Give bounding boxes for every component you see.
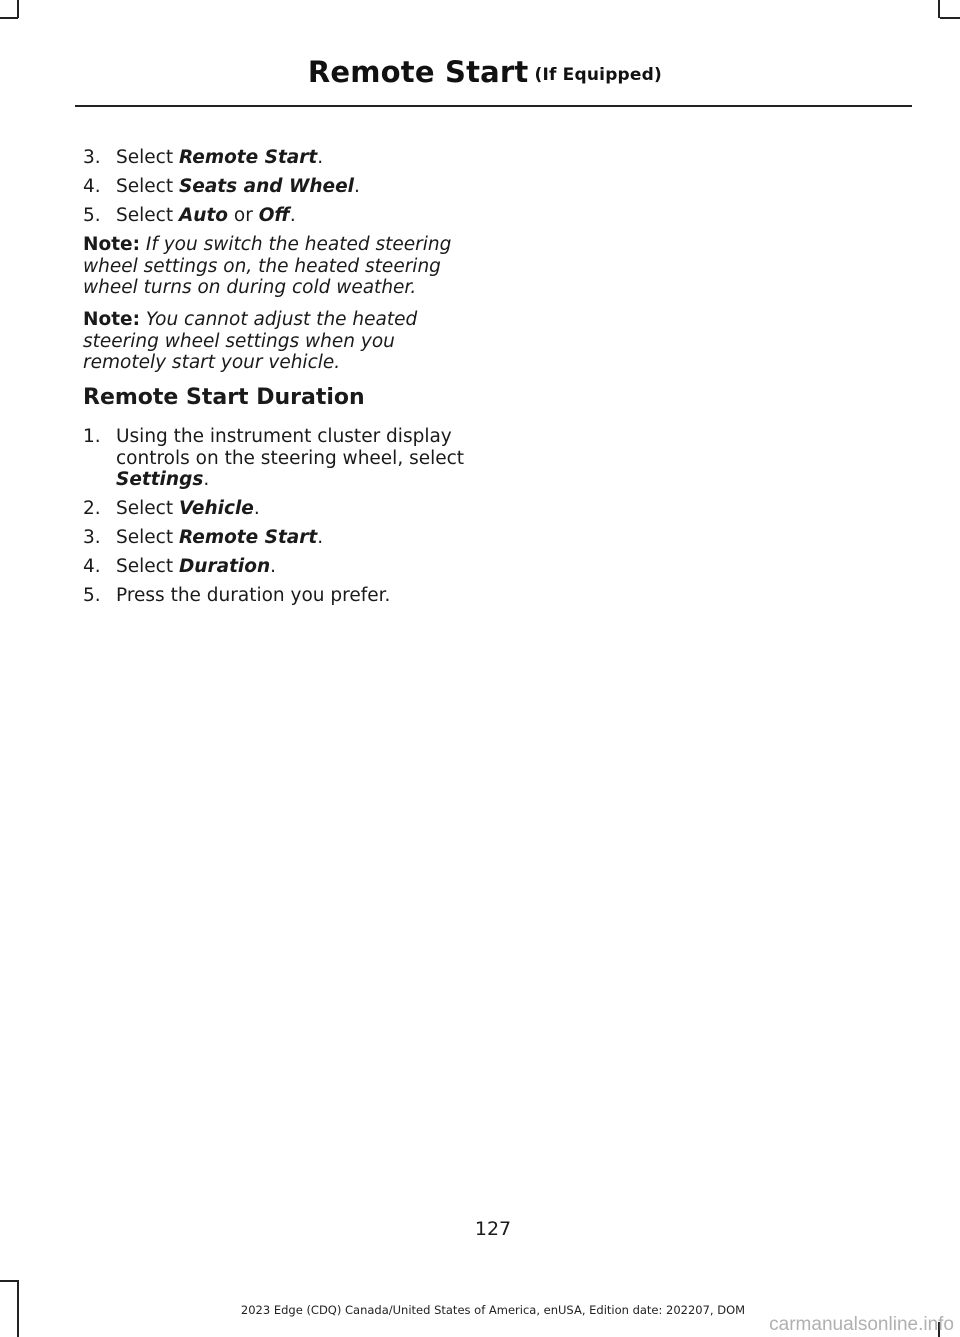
menu-option: Seats and Wheel: [178, 176, 354, 197]
note-text: If you switch the heated steering wheel settings on, the heated steering wheel turns on during cold weather.: [83, 234, 452, 298]
step-number: 1.: [83, 426, 101, 447]
step-text: Select: [116, 176, 179, 197]
step-number: 5.: [83, 205, 101, 226]
crop-mark: [0, 1280, 18, 1282]
step-text: .: [203, 469, 210, 490]
step-text: Select: [116, 205, 179, 226]
step-text: Select: [116, 498, 179, 519]
step-number: 5.: [83, 585, 101, 606]
note-label: Note:: [83, 309, 140, 330]
page-title: [308, 55, 662, 89]
step-text: or: [228, 205, 259, 226]
crop-mark: [0, 17, 18, 19]
step-number: 3.: [83, 147, 101, 168]
step-text: .: [253, 498, 260, 519]
step-text: .: [317, 147, 324, 168]
header-divider: [75, 105, 912, 107]
footer-text: 2023 Edge (CDQ) Canada/United States of America, enUSA, Edition date: 202207, DOM: [240, 1303, 746, 1317]
note: [83, 234, 483, 299]
watermark[interactable]: carmanualsonline.info: [769, 1314, 954, 1335]
step-text: Select: [116, 527, 179, 548]
menu-option: Auto: [178, 205, 228, 226]
crop-mark: [940, 17, 960, 19]
crop-mark: [17, 0, 19, 18]
menu-option: Duration: [178, 556, 271, 577]
section-heading: Remote Start Duration: [83, 385, 365, 410]
step-text: .: [270, 556, 277, 577]
step-text: .: [289, 205, 296, 226]
menu-option: Remote Start: [178, 147, 318, 168]
note-label: Note:: [83, 234, 140, 255]
note-text: You cannot adjust the heated steering wheel settings when you remotely start your vehicle.: [83, 309, 418, 373]
step-text: Press the duration you prefer.: [116, 585, 391, 606]
page-title-text: Remote Start: [307, 55, 529, 89]
menu-option: Off: [258, 205, 290, 226]
step-number: 2.: [83, 498, 101, 519]
note: [83, 309, 483, 374]
step-text: .: [317, 527, 324, 548]
step-text: Select: [116, 147, 179, 168]
step-number: 4.: [83, 176, 101, 197]
menu-option: Vehicle: [178, 498, 254, 519]
crop-mark: [938, 0, 940, 18]
step-number: 3.: [83, 527, 101, 548]
step-text: Using the instrument cluster display controls on the steering wheel, select: [116, 426, 465, 469]
menu-option: Settings: [116, 469, 204, 490]
step-text: .: [353, 176, 360, 197]
step-text: Select: [116, 556, 179, 577]
page-number: 127: [474, 1218, 512, 1240]
menu-option: Remote Start: [178, 527, 318, 548]
page-subtitle: (If Equipped): [534, 65, 662, 85]
step-number: 4.: [83, 556, 101, 577]
